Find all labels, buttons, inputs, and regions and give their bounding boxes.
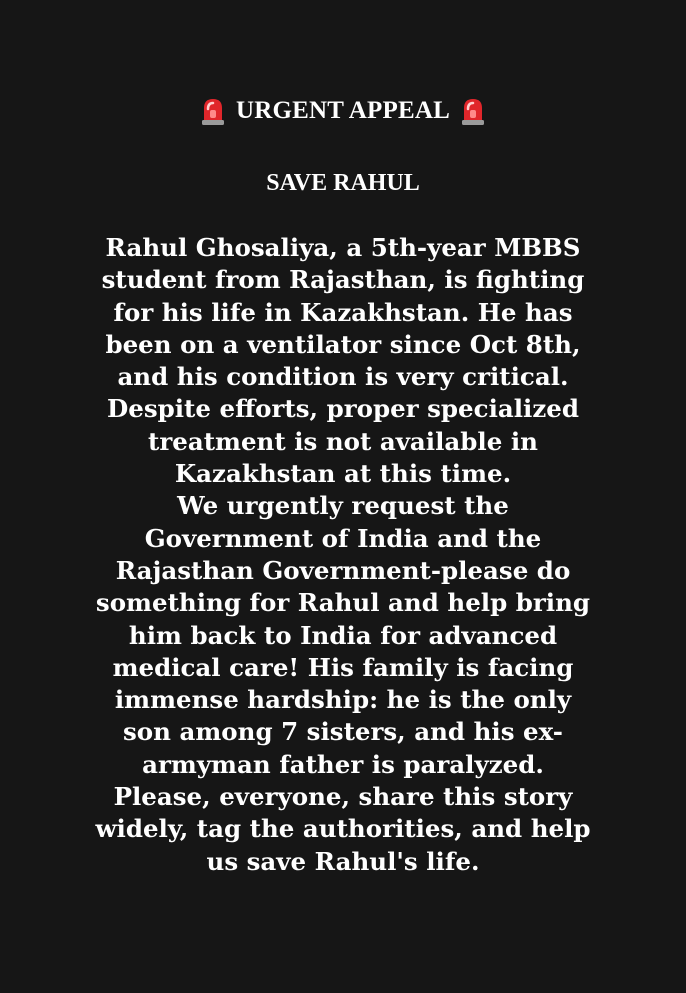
body-line: immense hardship: he is the only bbox=[114, 685, 572, 715]
body-line: Please, everyone, share this story bbox=[113, 782, 573, 812]
body-line: Despite efforts, proper specialized bbox=[106, 394, 579, 424]
body-line: something for Rahul and help bring bbox=[95, 588, 591, 618]
page-title: URGENT APPEAL bbox=[236, 97, 450, 124]
body-line: We urgently request the bbox=[177, 491, 509, 521]
siren-icon bbox=[460, 96, 486, 126]
body-line: Government of India and the bbox=[144, 523, 542, 553]
body-line: widely, tag the authorities, and help bbox=[95, 814, 591, 844]
siren-icon bbox=[200, 96, 226, 126]
body-line: Rahul Ghosaliya, a 5th-year MBBS bbox=[105, 233, 581, 262]
appeal-subtitle: SAVE RAHUL bbox=[266, 170, 420, 196]
body-line: student from Rajasthan, is fighting bbox=[101, 265, 585, 295]
body-line: Kazakhstan at this time. bbox=[174, 459, 512, 489]
body-line: armyman father is paralyzed. bbox=[142, 749, 544, 779]
body-line: for his life in Kazakhstan. He has bbox=[113, 297, 573, 327]
body-line: us save Rahul's life. bbox=[206, 846, 480, 876]
body-line: been on a ventilator since Oct 8th, bbox=[105, 329, 581, 359]
body-line: him back to India for advanced bbox=[128, 620, 558, 650]
appeal-body bbox=[60, 232, 626, 878]
body-line: Rajasthan Government-please do bbox=[115, 555, 571, 585]
body-line: son among 7 sisters, and his ex- bbox=[123, 717, 563, 747]
body-line: medical care! His family is facing bbox=[112, 652, 574, 682]
body-line: and his condition is very critical. bbox=[117, 362, 569, 392]
appeal-header bbox=[0, 96, 686, 126]
body-line: treatment is not available in bbox=[148, 426, 538, 456]
